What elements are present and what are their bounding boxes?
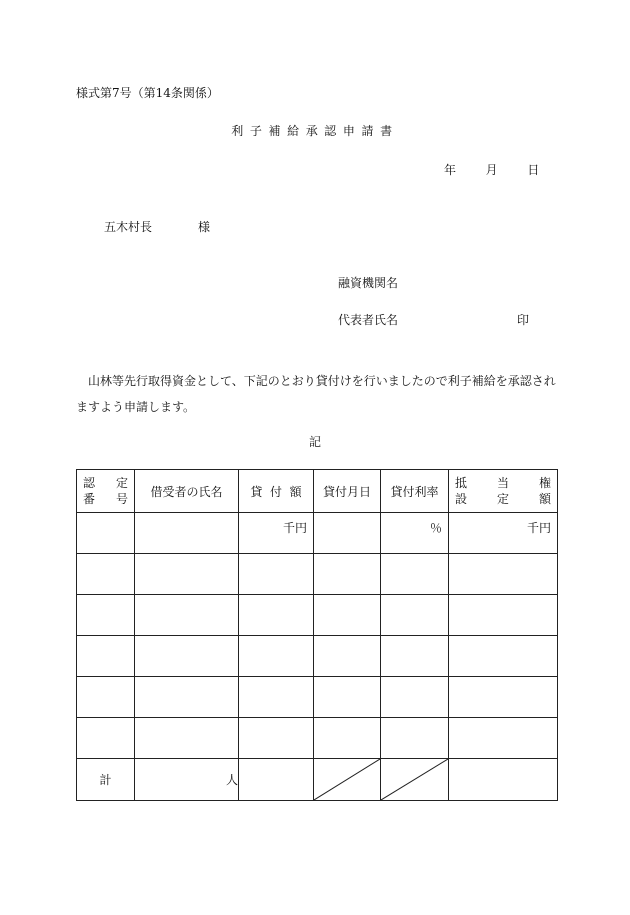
cell-cert-no[interactable] <box>77 554 135 595</box>
table-header-row <box>77 470 558 513</box>
cell-mortgage[interactable] <box>449 595 558 636</box>
diagonal-strike <box>314 759 380 800</box>
ki-heading: 記 <box>308 435 321 449</box>
application-statement: 山林等先行取得資金として、下記のとおり貸付けを行いましたので利子補給を承認されますよう申請します。 <box>76 374 556 414</box>
form-title: 利子補給承認申請書 <box>231 124 399 138</box>
cell-cert-no[interactable] <box>77 636 135 677</box>
table-row <box>77 677 558 718</box>
table-row <box>77 718 558 759</box>
loan-table <box>76 469 558 801</box>
header-mortgage: 抵 当 権 設 定 額 <box>449 470 558 513</box>
addressee-name: 五木村長 <box>104 220 153 234</box>
cell-loan-date[interactable] <box>314 677 381 718</box>
representative-name-label: 代表者氏名 <box>338 313 399 327</box>
cell-interest-rate[interactable] <box>381 718 449 759</box>
total-label: 計 <box>77 759 135 801</box>
seal-mark: 印 <box>517 313 530 327</box>
total-loan-date-struck <box>314 759 381 801</box>
table-row <box>77 554 558 595</box>
total-mortgage[interactable] <box>449 759 558 801</box>
table-row <box>77 636 558 677</box>
cell-borrower[interactable] <box>135 718 239 759</box>
cell-borrower[interactable] <box>135 554 239 595</box>
table-row <box>77 595 558 636</box>
cell-cert-no[interactable] <box>77 677 135 718</box>
header-loan-amount: 貸 付 額 <box>239 470 314 513</box>
date-day-label: 日 <box>527 163 540 177</box>
form-number: 様式第7号（第14条関係） <box>76 86 219 100</box>
unit-thousand-yen: 千円 <box>282 521 307 535</box>
cell-mortgage[interactable] <box>449 636 558 677</box>
cell-cert-no[interactable] <box>77 513 135 554</box>
date-year-label: 年 <box>444 163 457 177</box>
cell-mortgage[interactable] <box>449 554 558 595</box>
cell-cert-no[interactable] <box>77 595 135 636</box>
unit-thousand-yen: 千円 <box>526 521 551 535</box>
cell-loan-date[interactable] <box>314 513 381 554</box>
addressee-honorific: 様 <box>198 220 211 234</box>
cell-borrower[interactable] <box>135 677 239 718</box>
total-loan-amount[interactable] <box>239 759 314 801</box>
institution-name-label: 融資機関名 <box>338 276 399 290</box>
cell-loan-amount[interactable] <box>239 554 314 595</box>
cell-interest-rate[interactable] <box>381 513 449 554</box>
header-cert-no: 認 定 番 号 <box>77 470 135 513</box>
header-loan-date: 貸付月日 <box>314 470 381 513</box>
unit-percent: ％ <box>429 521 442 535</box>
cell-loan-date[interactable] <box>314 718 381 759</box>
cell-borrower[interactable] <box>135 636 239 677</box>
cell-loan-date[interactable] <box>314 636 381 677</box>
cell-interest-rate[interactable] <box>381 554 449 595</box>
cell-loan-amount[interactable] <box>239 677 314 718</box>
cell-loan-date[interactable] <box>314 595 381 636</box>
cell-loan-amount[interactable] <box>239 636 314 677</box>
cell-loan-amount[interactable] <box>239 513 314 554</box>
total-interest-rate-struck <box>381 759 449 801</box>
cell-mortgage[interactable] <box>449 718 558 759</box>
cell-loan-amount[interactable] <box>239 718 314 759</box>
header-interest-rate: 貸付利率 <box>381 470 449 513</box>
cell-interest-rate[interactable] <box>381 636 449 677</box>
diagonal-strike <box>381 759 448 800</box>
cell-cert-no[interactable] <box>77 718 135 759</box>
cell-loan-date[interactable] <box>314 554 381 595</box>
date-line <box>444 161 539 178</box>
date-month-label: 月 <box>485 163 498 177</box>
addressee <box>104 218 210 235</box>
total-row <box>77 759 558 801</box>
cell-mortgage[interactable] <box>449 677 558 718</box>
header-borrower: 借受者の氏名 <box>135 470 239 513</box>
cell-loan-amount[interactable] <box>239 595 314 636</box>
cell-borrower[interactable] <box>135 513 239 554</box>
cell-interest-rate[interactable] <box>381 595 449 636</box>
total-persons-unit: 人 <box>135 759 239 801</box>
cell-borrower[interactable] <box>135 595 239 636</box>
cell-interest-rate[interactable] <box>381 677 449 718</box>
cell-mortgage[interactable] <box>449 513 558 554</box>
table-row <box>77 513 558 554</box>
